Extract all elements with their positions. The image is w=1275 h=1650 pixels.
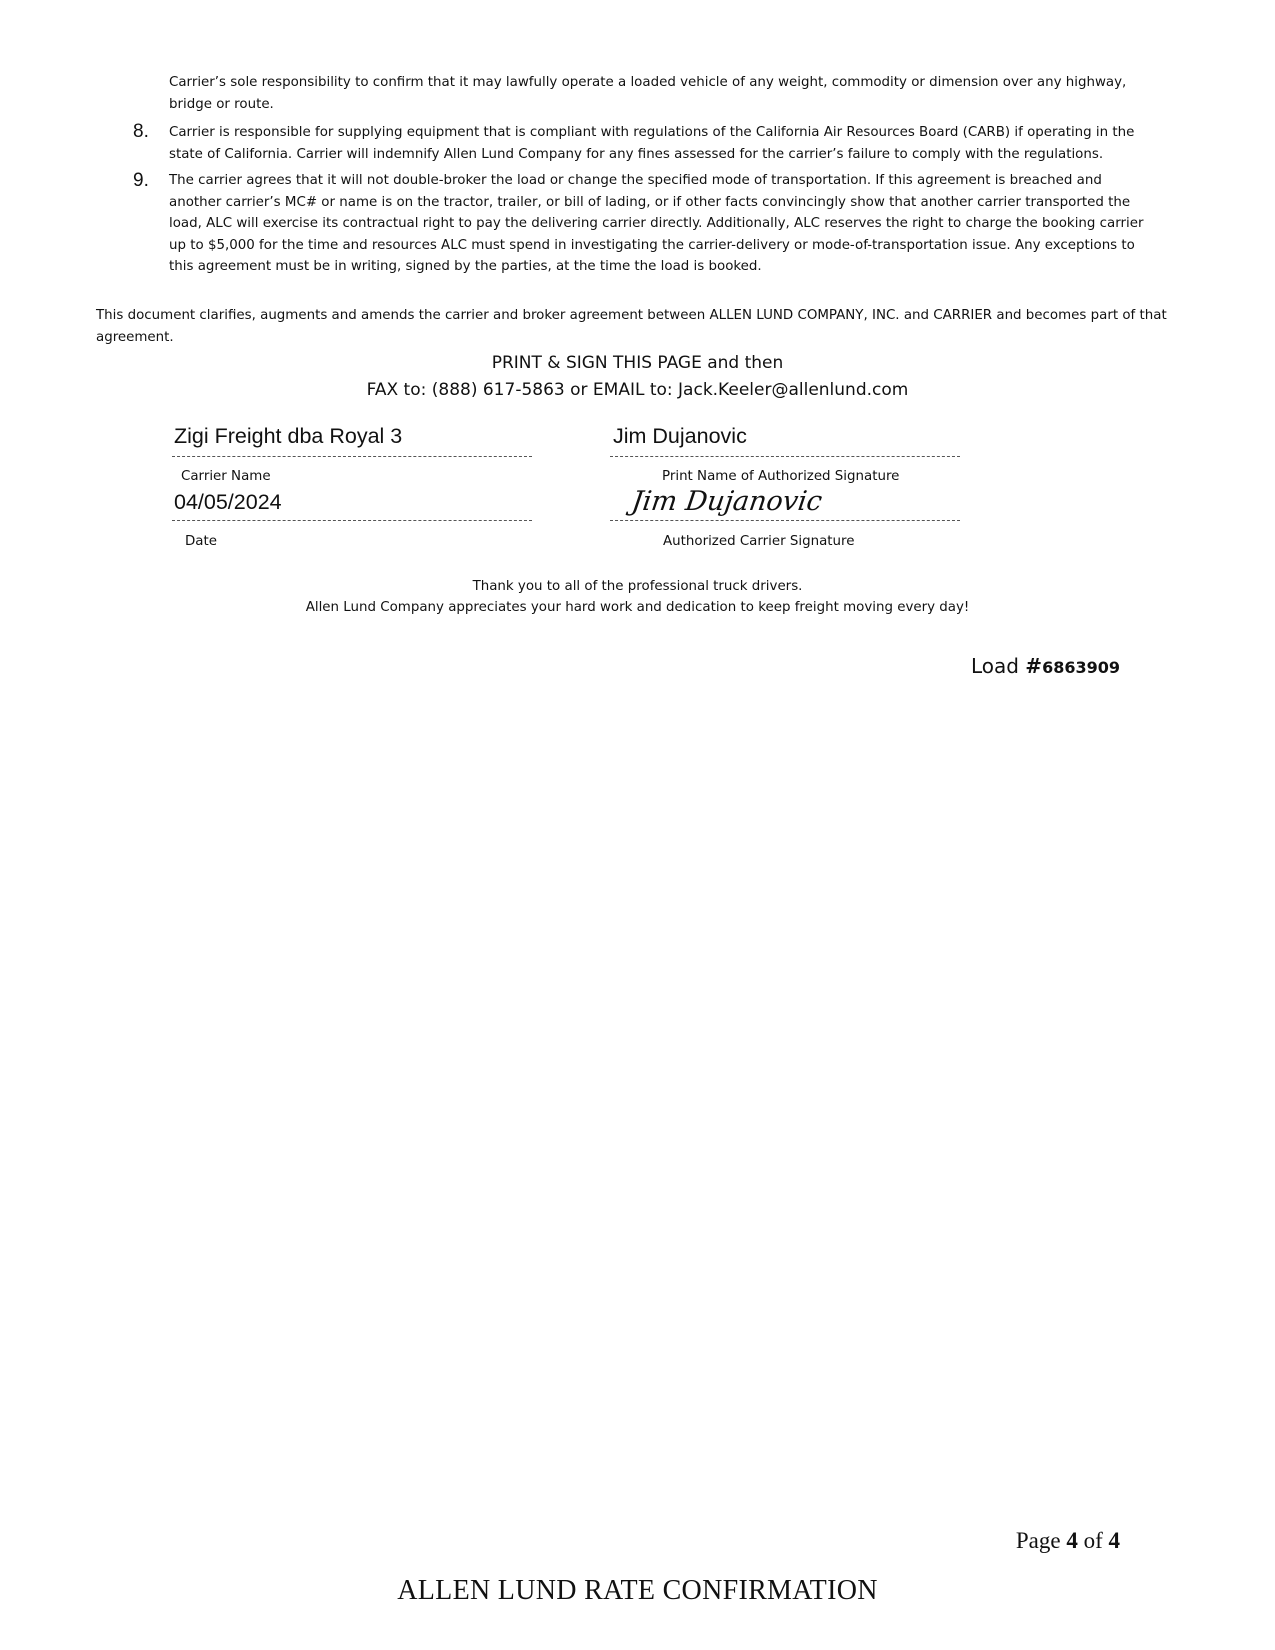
print-name-value: Jim Dujanovic	[613, 424, 747, 448]
load-hash: #	[1025, 654, 1043, 678]
page-current: 4	[1066, 1528, 1078, 1553]
term-number-8: 8.	[133, 121, 149, 142]
print-sign-instruction: PRINT & SIGN THIS PAGE and then	[491, 353, 784, 373]
page-middle: of	[1077, 1528, 1109, 1553]
carrier-name-line	[172, 456, 532, 457]
date-value: 04/05/2024	[174, 490, 282, 514]
term-number-9: 9.	[133, 170, 149, 191]
term-text-8: Carrier is responsible for supplying equipment that is compliant with regulations of the California Air Resources Board (CARB) if operating in the state of California. Carrier will indemnify Allen Lund Company for any fines assessed for the carrier’s failure to comply with the regulations.	[169, 125, 1135, 162]
print-name-label: Print Name of Authorized Signature	[662, 469, 900, 484]
carrier-signature: Jim Dujanovic	[629, 486, 824, 517]
footer-title: ALLEN LUND RATE CONFIRMATION	[397, 1575, 878, 1606]
date-label: Date	[185, 534, 218, 549]
thanks-line-2: Allen Lund Company appreciates your hard work and dedication to keep freight moving every day!	[305, 600, 970, 615]
load-label: Load	[970, 654, 1026, 678]
date-line	[172, 520, 532, 521]
signature-line	[610, 520, 960, 521]
carrier-name-value: Zigi Freight dba Royal 3	[174, 424, 403, 448]
term-continuation: Carrier’s sole responsibility to confirm that it may lawfully operate a loaded vehicle of any weight, commodity or dimension over any highway, bridge or route.	[169, 75, 1127, 112]
fax-email-instruction: FAX to: (888) 617-5863 or EMAIL to: Jack.Keeler@allenlund.com	[366, 380, 909, 400]
carrier-name-label: Carrier Name	[181, 469, 271, 484]
clarification-paragraph: This document clarifies, augments and amends the carrier and broker agreement between ALLEN LUND COMPANY, INC. and CARRIER and becomes part of that agreement.	[96, 308, 1167, 345]
signature-label: Authorized Carrier Signature	[663, 534, 855, 549]
print-name-line	[610, 456, 960, 457]
term-text-9: The carrier agrees that it will not double-broker the load or change the specified mode of transportation. If this agreement is breached and another carrier’s MC# or name is on the tractor, trailer, or bill of lading, or if other facts convincingly show that another carrier transported the load, ALC will exercise its contractual right to pay the delivering carrier directly. Additionally, ALC reserves the right to charge the booking carrier up to $5,000 for the time and resources ALC must spend in investigating the carrier-delivery or mode-of-transportation issue. Any exceptions to this agreement must be in writing, signed by the parties, at the time the load is booked.	[169, 173, 1144, 274]
load-number-value: 6863909	[1042, 658, 1120, 677]
page-prefix: Page	[1015, 1528, 1067, 1553]
thanks-line-1: Thank you to all of the professional truck drivers.	[472, 579, 803, 594]
page-total: 4	[1108, 1528, 1120, 1553]
load-number	[971, 654, 1120, 678]
page-number	[1016, 1528, 1120, 1554]
